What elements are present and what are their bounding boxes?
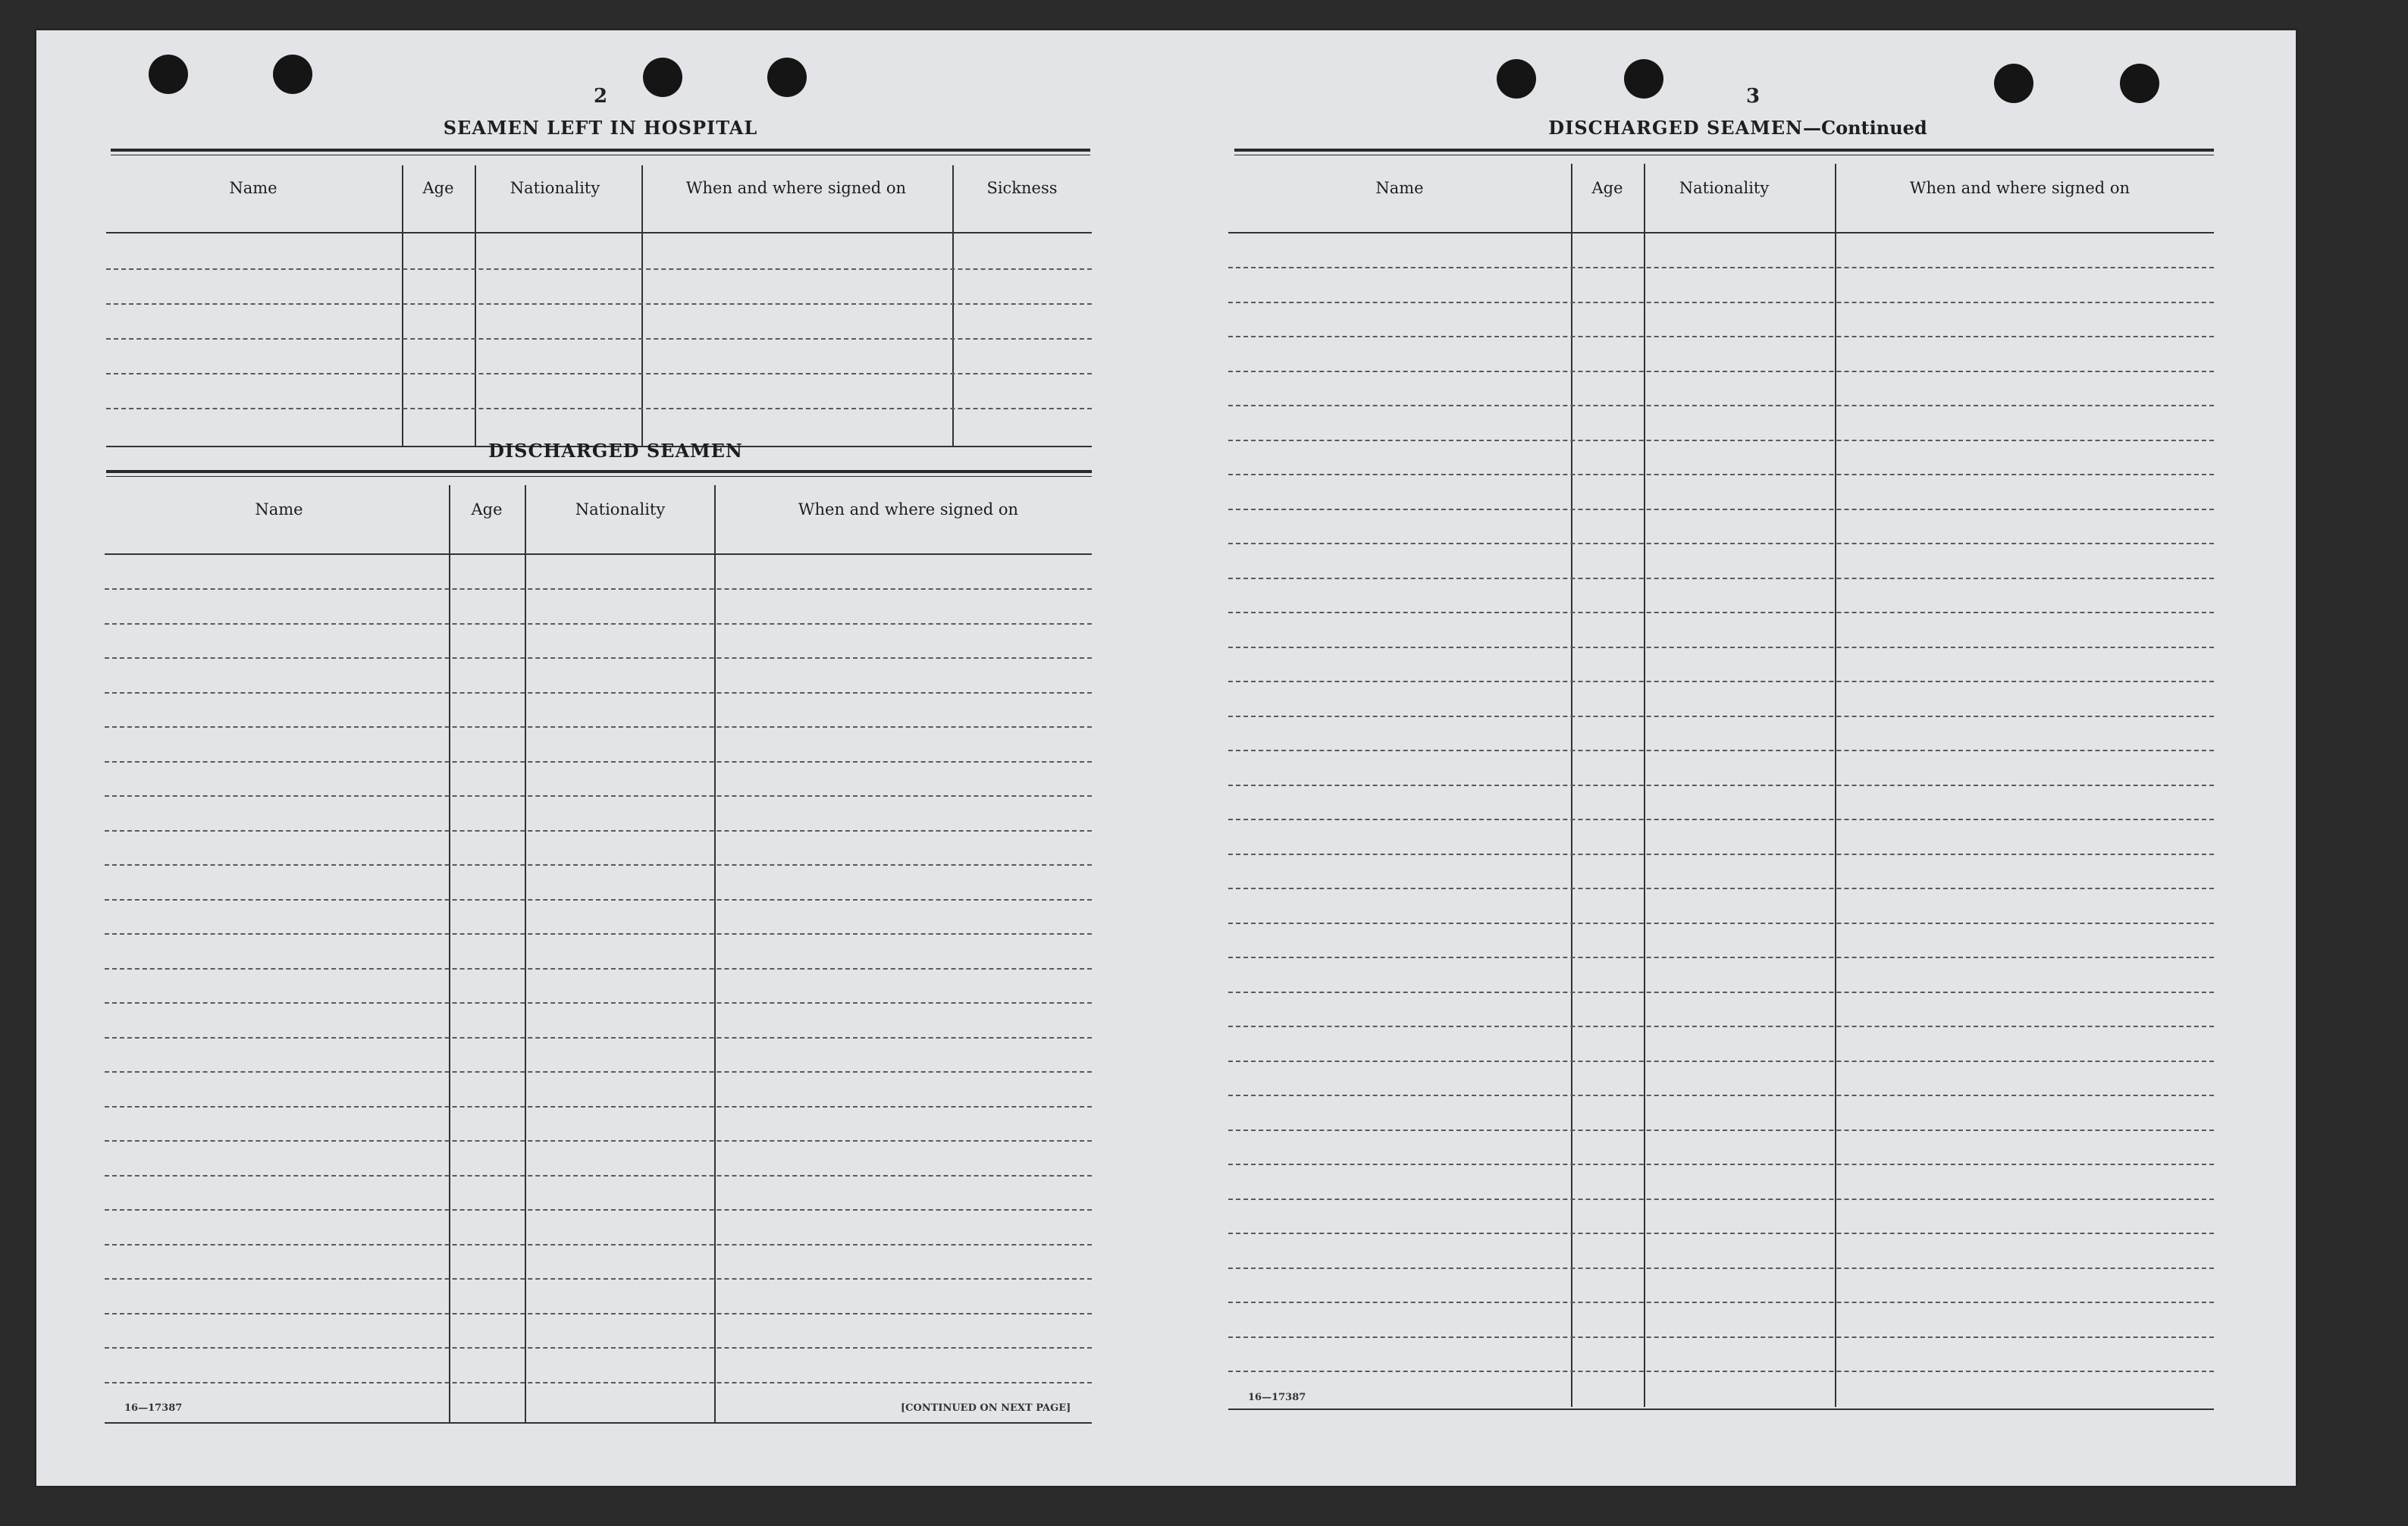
column-divider	[641, 165, 643, 447]
entry-line	[105, 1209, 1092, 1211]
table-bottom-rule	[1228, 1408, 2214, 1410]
entry-line	[106, 303, 1092, 305]
entry-line	[1228, 819, 2214, 820]
entry-line	[1228, 440, 2214, 441]
entry-line	[1228, 750, 2214, 751]
column-header-nationality: Nationality	[575, 500, 666, 519]
hospital-section-title: SEAMEN LEFT IN HOSPITAL	[443, 117, 758, 139]
discharged-table	[105, 485, 1092, 1425]
entry-line	[1228, 1095, 2214, 1096]
column-header-name: Name	[255, 500, 303, 519]
entry-line	[1228, 509, 2214, 510]
page-number: 3	[1745, 85, 1761, 108]
entry-line	[1228, 647, 2214, 648]
page-number: 2	[593, 85, 608, 108]
column-header-name: Name	[1375, 179, 1424, 197]
column-header-nationality: Nationality	[510, 179, 600, 197]
column-header-signed-on: When and where signed on	[798, 500, 1019, 519]
title-rule	[111, 149, 1090, 152]
entry-line	[1228, 405, 2214, 406]
right-page	[1166, 30, 2296, 1486]
header-rule	[106, 232, 1092, 233]
entry-line	[1228, 302, 2214, 303]
entry-line	[1228, 371, 2214, 372]
form-number: 16—17387	[124, 1402, 183, 1414]
entry-line	[105, 692, 1092, 694]
hospital-table	[106, 165, 1092, 453]
entry-line	[105, 968, 1092, 970]
entry-line	[105, 761, 1092, 763]
entry-line	[1228, 612, 2214, 613]
form-sheet	[36, 30, 2296, 1486]
entry-line	[1228, 1061, 2214, 1062]
entry-line	[106, 373, 1092, 374]
entry-line	[105, 1347, 1092, 1349]
entry-line	[1228, 854, 2214, 855]
entry-line	[105, 623, 1092, 625]
entry-line	[1228, 681, 2214, 682]
entry-line	[1228, 992, 2214, 993]
column-divider	[714, 485, 716, 1422]
entry-line	[106, 338, 1092, 340]
entry-line	[105, 899, 1092, 901]
column-divider	[525, 485, 526, 1422]
continued-note: [CONTINUED ON NEXT PAGE]	[901, 1402, 1071, 1414]
discharged-continued-title	[1548, 117, 1927, 139]
entry-line	[1228, 1026, 2214, 1027]
left-page	[36, 30, 1166, 1486]
entry-line	[105, 1175, 1092, 1177]
entry-line	[1228, 1371, 2214, 1372]
entry-line	[1228, 336, 2214, 337]
entry-line	[105, 726, 1092, 728]
table-bottom-rule	[105, 1422, 1092, 1424]
column-divider	[402, 165, 403, 447]
entry-line	[1228, 1302, 2214, 1303]
entry-line	[106, 268, 1092, 270]
column-header-age: Age	[471, 500, 503, 519]
entry-line	[1228, 888, 2214, 889]
title-suffix: —Continued	[1803, 117, 1927, 139]
title-main: DISCHARGED SEAMEN	[1548, 117, 1803, 139]
title-rule	[106, 470, 1092, 473]
entry-line	[105, 933, 1092, 935]
column-divider	[475, 165, 476, 447]
entry-line	[105, 1244, 1092, 1246]
column-header-signed-on: When and where signed on	[685, 179, 907, 197]
entry-line	[105, 795, 1092, 797]
entry-line	[1228, 1233, 2214, 1234]
entry-line	[1228, 474, 2214, 475]
column-header-sickness: Sickness	[986, 179, 1058, 197]
header-rule	[1228, 232, 2214, 233]
entry-line	[105, 588, 1092, 590]
entry-line	[105, 1313, 1092, 1314]
entry-line	[1228, 785, 2214, 786]
column-header-age: Age	[422, 179, 454, 197]
entry-line	[105, 1382, 1092, 1383]
column-header-nationality: Nationality	[1679, 179, 1770, 197]
entry-line	[1228, 1130, 2214, 1131]
entry-line	[105, 657, 1092, 659]
entry-line	[105, 1002, 1092, 1004]
entry-line	[106, 408, 1092, 409]
entry-line	[1228, 957, 2214, 958]
entry-line	[105, 1071, 1092, 1073]
entry-line	[105, 1278, 1092, 1280]
column-header-age: Age	[1591, 179, 1623, 197]
entry-line	[105, 1037, 1092, 1039]
entry-line	[105, 1106, 1092, 1108]
discharged-continued-table	[1228, 164, 2214, 1415]
form-number: 16—17387	[1248, 1392, 1306, 1403]
entry-line	[105, 830, 1092, 832]
entry-line	[1228, 578, 2214, 579]
entry-line	[1228, 1199, 2214, 1200]
title-rule	[1234, 149, 2214, 152]
discharged-section-title: DISCHARGED SEAMEN	[488, 440, 743, 462]
column-divider	[952, 165, 954, 447]
entry-line	[1228, 1164, 2214, 1165]
header-rule	[105, 553, 1092, 555]
column-divider	[449, 485, 450, 1422]
entry-line	[105, 864, 1092, 866]
entry-line	[1228, 267, 2214, 268]
entry-line	[1228, 543, 2214, 544]
column-header-signed-on: When and where signed on	[1909, 179, 2131, 197]
column-header-name: Name	[229, 179, 277, 197]
entry-line	[1228, 1267, 2214, 1269]
entry-line	[105, 1140, 1092, 1142]
entry-line	[1228, 1336, 2214, 1338]
entry-line	[1228, 716, 2214, 717]
entry-line	[1228, 923, 2214, 924]
